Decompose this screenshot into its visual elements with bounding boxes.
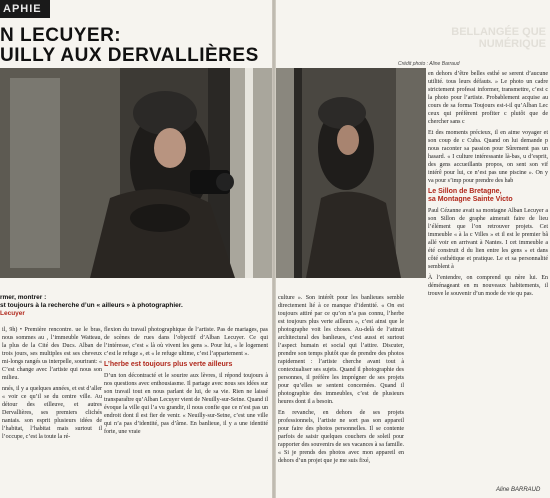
article-lede [0, 294, 268, 318]
section-tab: APHIE [0, 0, 50, 18]
ghost-heading: BELLANGÉE QUE NUMÉRIQUE [451, 26, 546, 50]
right-page [276, 0, 550, 498]
lede-line-1: rmer, montrer : [0, 294, 47, 301]
paragraph: en dehors d’être belles esthé se serent d’aucune utilité. tous leurs défauts. » Le photo un cadre strictement professi informer, transmettre, c’est c la photo pour l’artiste. Probablement acquise au cours de sa forma Toujours est-t-il qu’Alban Lec ceux qui préfèrent profiter c plutôt que de chercher sans c [428, 71, 548, 125]
photo-window-reflection [276, 68, 426, 278]
photo-credit: Crédit photo : Aline Barraud [398, 61, 460, 67]
author-signature: Aline BARRAUD [496, 487, 541, 493]
paragraph: culture ». Son intérêt pour les banlieues semble directement lié à ce manque d’identité. « On est toujours attiré par ce qu’on n’a pas connu, l’herbe est toujours plus verte ailleurs », c’est ainsi que le photographe voit les choses. Au-delà de l’attrait architectural des banlieues, c’est aussi et surtout l’aspect humain et social qui l’attire. Discuter, prendre son temps plutôt que de prendre des photos rapidement : l’artiste cherche avant tout à contextualiser ses sujets. Quand il photographie des personnes, il préfère les imprégner de ses projets pour qu’elles se sentent concernées. Quand il photographie des immeubles, c’est de plusieurs heures dont il a besoin. [278, 295, 404, 405]
paragraph: flexion du travail photographique de l’artiste. Pas de mariages, pas de scènes de rues dans l’objectif d’Alban Lecuyer. Ce qui l’intéresse, c’est « là où vivent les gens ». Pour lui, « le logement c’est le refuge », et « le refuge ultime, c’est l’appartement ». [104, 327, 268, 357]
subheading-herbe: L’herbe est toujours plus verte ailleurs [104, 361, 233, 368]
paragraph: il, 9h) • Première rencontre. ue le bras, nous sommes au , l’immeuble Watteau, la plus de la Cité des Ducs. Alban de trois jours, ses multiples est ses cheveux mi-longs rangés us interpelle, sourirant: « C’est change avec l’artiste qui nous son milieu. [2, 327, 102, 381]
lede-line-2: st toujours à la recherche d’un « ailleurs » à photographier. [0, 302, 183, 309]
paragraph: En revanche, en dehors de ses projets professionnels, l’artiste ne sort pas son appareil pour faire des photos personnelles. Il se contente parfois de saisir quelques couchers de soleil pour rapporter des souvenirs de ses vacances à sa famille. « Si je prends des photos avec mon appareil en dehors d’un projet que je me suis fixé, [278, 410, 404, 464]
paragraph: Paul Cézanne avait sa montagne Alban Lecuyer a son Sillon de graphe aimerait faire de lieu l’élément que l’on retrouver projets. Cet immeuble « à la c Villes » et il est le premier bâ allé voir en arrivant à Nantes. I cet immeuble a été construit d du lien entre les gens » et dans côté esthétique et pratique. Le et sa personnalité semblent à [428, 208, 548, 270]
right-column-2 [428, 70, 548, 301]
photo-photographer-window [0, 68, 272, 278]
paragraph: D’un ton décontracté et le sourire aux lèvres, il répond toujours à nos questions avec enthousiasme. Il partage avec nous ses idées sur son travail tout en nous parlant de lui, de sa vie. Rien ne laissé transparaître qu’Alban Lecuyer vient de Neuilly-sur-Seine. Quand il évoque la ville qui l’a vu grandir, il nous confie que ce n’est pas un endroit dont il est fier de venir. « Neuilly-sur-Seine, c’est une ville qui n’a pas d’identité, pas d’âme. En banlieue, il y a une identité forte, une vraie [104, 373, 268, 435]
paragraph: À l’entendre, on comprend qu nère lui. En déménageant en m nouveaux habitements, il trouve le souvenir d’un mode de vie qu pas. [428, 275, 548, 297]
left-column-2 [104, 326, 268, 439]
paragraph: nnés, il y a quelques années, et est d’aller « voir ce qu’il se du centre ville. Au détour des eilleuve, et autres Dervallières, ses premiers clichés nantais. son esprit plusieurs idées de l’habitat, l’habitat mais surtout il l’occupe, c’est la toute la ré- [2, 386, 102, 440]
box-heading-line-1: Le Sillon de Bretagne, [428, 188, 502, 195]
article-headline: N LECUYER: UILLY AUX DERVALLIÈRES [0, 25, 259, 66]
left-column-1 [2, 326, 102, 444]
paragraph: Et des moments précieux, il en aime voyager et son coup de c Cuba. Quand on lui demande p nous raconter sa passion pour Sûrement pas un hasard. « I culture intéressante là-bas, u d’esprit, des gens accueillants propos, on sent son vif intérê pour lui, ce n’est pas une piscine ». On y va pour s’imp pour prendre des hab [428, 130, 548, 184]
right-column-1 [278, 294, 404, 468]
lede-author: Lecuyer [0, 310, 25, 317]
left-page [0, 0, 272, 498]
box-heading-line-2: sa Montagne Sainte Victo [428, 196, 513, 203]
